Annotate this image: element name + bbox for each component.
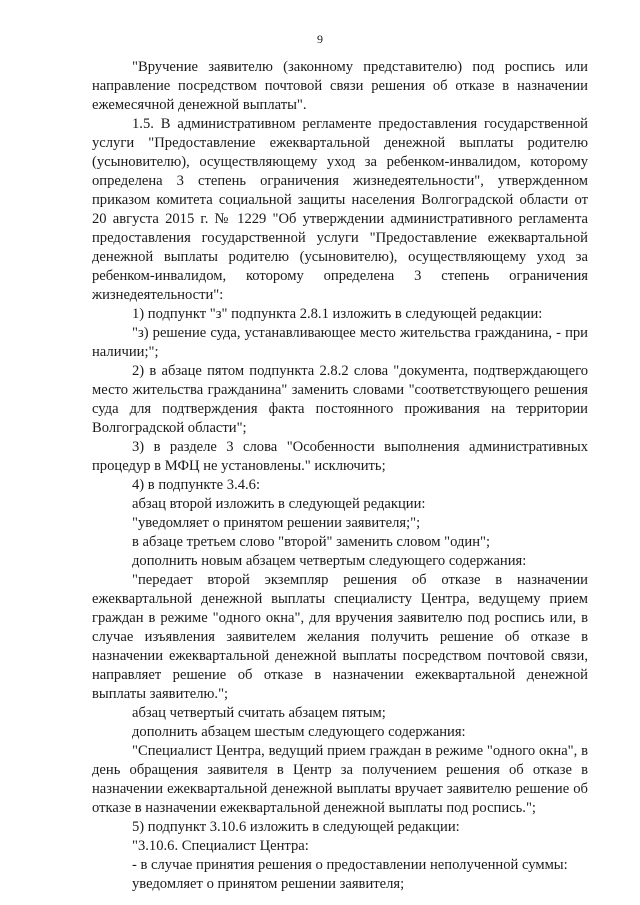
- paragraph: "передает второй экземпляр решения об отказе в назначении ежеквартальной денежной выплаты специалисту Центра, ведущему прием граждан в режиме "одного окна", для вручения заявителю под роспись или, в случае изъявления заявителем желания получить решение об отказе в назначении ежеквартальной денежной выплаты посредством почтовой связи, направляет решение об отказе в назначении ежеквартальной денежной выплаты заявителю.";: [92, 572, 588, 702]
- paragraph: уведомляет о принятом решении заявителя;: [132, 876, 405, 892]
- paragraph: в абзаце третьем слово "второй" заменить словом "один";: [132, 534, 491, 550]
- document-body: [92, 58, 588, 894]
- paragraph: 1.5. В административном регламенте предоставления государственной услуги "Предоставление ежеквартальной денежной выплаты родителю (усыновителю), осуществляющему уход за ребенком-инвалидом, которому определена 3 степень ограничения жизнедеятельности", утвержденном приказом комитета социальной защиты населения Волгоградской области от 20 августа 2015 г. № 1229 "Об утверждении административного регламента предоставления государственной услуги "Предоставление ежеквартальной денежной выплаты родителю (усыновителю), осуществляющему уход за ребенком-инвалидом, которому определена 3 степень ограничения жизнедеятельности":: [92, 116, 588, 303]
- paragraph: абзац четвертый считать абзацем пятым;: [132, 705, 386, 721]
- paragraph: дополнить абзацем шестым следующего содержания:: [132, 724, 466, 740]
- paragraph: "уведомляет о принятом решении заявителя;";: [132, 515, 421, 531]
- paragraph: 3) в разделе 3 слова "Особенности выполнения административных процедур в МФЦ не установлены." исключить;: [92, 439, 588, 474]
- paragraph: 1) подпункт "з" подпункта 2.8.1 изложить в следующей редакции:: [132, 306, 543, 322]
- paragraph: "3.10.6. Специалист Центра:: [132, 838, 309, 854]
- paragraph: - в случае принятия решения о предоставлении неполученной суммы:: [132, 857, 568, 873]
- paragraph: "Специалист Центра, ведущий прием граждан в режиме "одного окна", в день обращения заявителя в Центр за получением решения об отказе в назначении ежеквартальной денежной выплаты вручает заявителю решение об отказе в назначении ежеквартальной денежной выплаты под роспись.";: [92, 743, 588, 816]
- paragraph: "Вручение заявителю (законному представителю) под роспись или направление посредством почтовой связи решения об отказе в назначении ежемесячной денежной выплаты".: [92, 59, 588, 113]
- paragraph: дополнить новым абзацем четвертым следующего содержания:: [132, 553, 527, 569]
- paragraph: 5) подпункт 3.10.6 изложить в следующей редакции:: [132, 819, 460, 835]
- paragraph: 2) в абзаце пятом подпункта 2.8.2 слова "документа, подтверждающего место жительства гражданина" заменить словами "соответствующего решения суда для подтверждения факта постоянного проживания на территории Волгоградской области";: [92, 363, 588, 436]
- paragraph: "з) решение суда, устанавливающее место жительства гражданина, - при наличии;";: [92, 325, 588, 360]
- paragraph: абзац второй изложить в следующей редакции:: [132, 496, 426, 512]
- paragraph: 4) в подпункте 3.4.6:: [132, 477, 261, 493]
- page-number: 9: [317, 32, 323, 46]
